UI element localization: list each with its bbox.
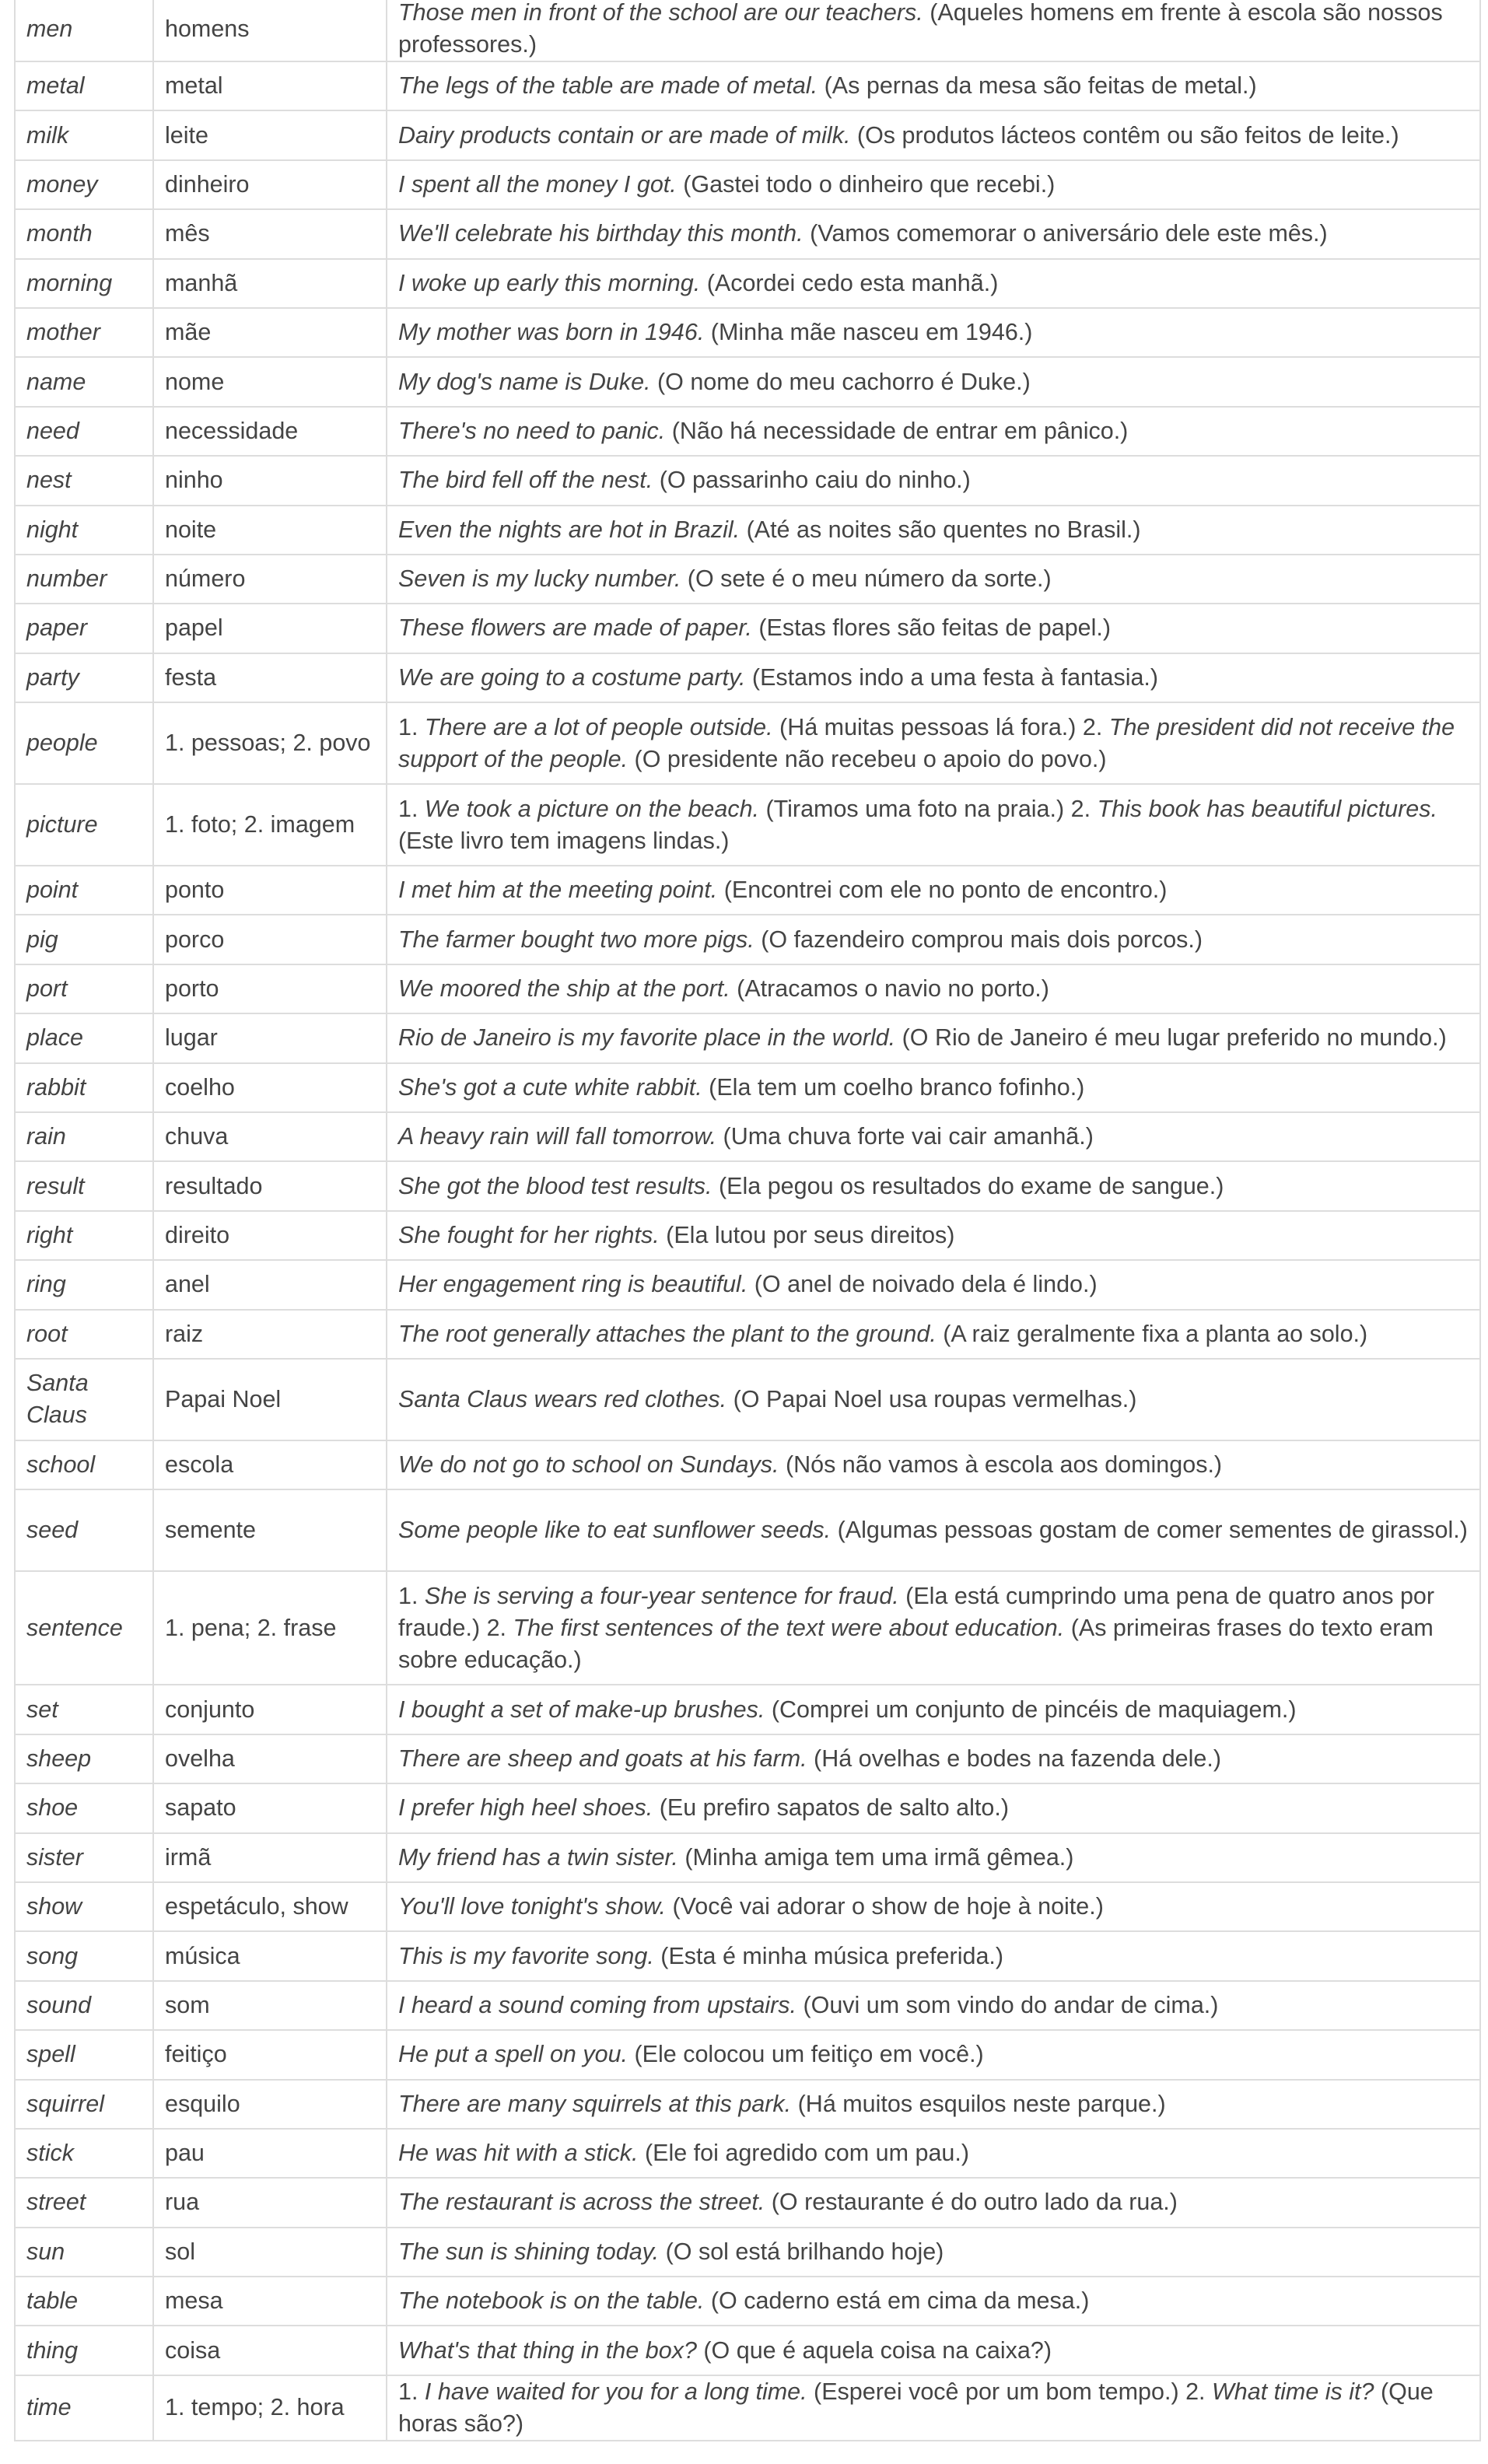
table-row	[15, 308, 1480, 357]
english-example: Seven is my lucky number.	[398, 565, 681, 593]
example-sentence-cell	[387, 1571, 1480, 1685]
portuguese-example: (Este livro tem imagens lindas.)	[398, 827, 730, 854]
portuguese-example: (Há muitas pessoas lá fora.)	[772, 713, 1083, 740]
portuguese-translation-cell: leite	[153, 110, 387, 159]
table-row	[15, 2326, 1480, 2375]
english-example: She's got a cute white rabbit.	[398, 1073, 702, 1101]
portuguese-example: (Gastei todo o dinheiro que recebi.)	[676, 170, 1056, 198]
english-example: The legs of the table are made of metal.	[398, 72, 818, 100]
portuguese-example: (O restaurante é do outro lado da rua.)	[765, 2189, 1178, 2216]
english-example: I prefer high heel shoes.	[398, 1794, 653, 1822]
portuguese-translation-cell: mesa	[153, 2277, 387, 2326]
example-sentence-cell	[387, 1260, 1480, 1309]
portuguese-translation-cell: direito	[153, 1211, 387, 1260]
english-word-cell: place	[15, 1013, 153, 1062]
example-sentence-cell	[387, 1833, 1480, 1882]
english-word-cell: metal	[15, 61, 153, 110]
example-sentence-cell	[387, 1783, 1480, 1832]
table-row	[15, 1882, 1480, 1931]
example-sentence-cell	[387, 2326, 1480, 2375]
english-example: What time is it?	[1212, 2378, 1374, 2405]
english-example: You'll love tonight's show.	[398, 1893, 666, 1920]
portuguese-translation-cell: ovelha	[153, 1734, 387, 1783]
portuguese-translation-cell: som	[153, 1981, 387, 2030]
english-word-cell: shoe	[15, 1783, 153, 1832]
example-sentence-cell	[387, 964, 1480, 1013]
table-row	[15, 456, 1480, 505]
english-example: There's no need to panic.	[398, 417, 666, 444]
portuguese-translation-cell: 1. foto; 2. imagem	[153, 784, 387, 866]
table-row	[15, 1783, 1480, 1832]
english-example: There are sheep and goats at his farm.	[398, 1745, 807, 1772]
example-sentence-cell	[387, 357, 1480, 406]
portuguese-translation-cell: mãe	[153, 308, 387, 357]
portuguese-example: (Aqueles homens em frente à escola são nossos professores.)	[398, 0, 1443, 58]
portuguese-translation-cell: anel	[153, 1260, 387, 1309]
example-sentence-cell	[387, 308, 1480, 357]
portuguese-example: (As pernas da mesa são feitas de metal.)	[818, 72, 1257, 100]
example-sentence-cell	[387, 456, 1480, 505]
example-sentence-cell	[387, 160, 1480, 209]
portuguese-example: (Vamos comemorar o aniversário dele este mês.)	[803, 220, 1328, 247]
english-word-cell: name	[15, 357, 153, 406]
portuguese-example: (Algumas pessoas gostam de comer sementes de girassol.)	[831, 1517, 1468, 1544]
english-word-cell: money	[15, 160, 153, 209]
english-word-cell: party	[15, 653, 153, 702]
portuguese-example: (Não há necessidade de entrar em pânico.)	[665, 417, 1129, 444]
portuguese-example: (Acordei cedo esta manhã.)	[700, 269, 999, 296]
english-word-cell: squirrel	[15, 2080, 153, 2129]
portuguese-translation-cell: 1. tempo; 2. hora	[153, 2375, 387, 2441]
portuguese-translation-cell: número	[153, 555, 387, 604]
portuguese-example: (Ouvi um som vindo do andar de cima.)	[796, 1991, 1219, 2018]
english-word-cell: root	[15, 1310, 153, 1359]
portuguese-translation-cell: coelho	[153, 1063, 387, 1112]
portuguese-example: (Ele colocou um feitiço em você.)	[628, 2041, 984, 2068]
example-sentence-cell	[387, 2277, 1480, 2326]
sense-number: 1.	[398, 795, 425, 822]
portuguese-example: (Ela tem um coelho branco fofinho.)	[702, 1073, 1085, 1101]
portuguese-example: (Atracamos o navio no porto.)	[730, 975, 1049, 1003]
portuguese-example: (O nome do meu cachorro é Duke.)	[650, 368, 1031, 395]
portuguese-example: (Que horas são?)	[398, 2378, 1434, 2437]
portuguese-example: (Estas flores são feitas de papel.)	[751, 614, 1112, 642]
english-word-cell: rabbit	[15, 1063, 153, 1112]
english-example: We do not go to school on Sundays.	[398, 1451, 779, 1479]
table-row	[15, 784, 1480, 866]
portuguese-example: (Esperei você por um bom tempo.)	[807, 2378, 1186, 2405]
portuguese-example: (O anel de noivado dela é lindo.)	[748, 1271, 1098, 1298]
english-word-cell: nest	[15, 456, 153, 505]
example-sentence-cell	[387, 702, 1480, 784]
portuguese-example: (Minha amiga tem uma irmã gêmea.)	[677, 1843, 1074, 1871]
table-row	[15, 61, 1480, 110]
example-sentence-cell	[387, 2178, 1480, 2227]
english-example: This book has beautiful pictures.	[1097, 795, 1437, 822]
example-sentence-cell	[387, 2228, 1480, 2277]
english-example: The sun is shining today.	[398, 2238, 660, 2265]
table-row	[15, 1734, 1480, 1783]
example-sentence-cell	[387, 555, 1480, 604]
portuguese-translation-cell: música	[153, 1931, 387, 1980]
table-row	[15, 1981, 1480, 2030]
portuguese-translation-cell: semente	[153, 1489, 387, 1571]
example-sentence-cell	[387, 2080, 1480, 2129]
portuguese-example: (O que é aquela coisa na caixa?)	[696, 2336, 1052, 2364]
example-sentence-cell	[387, 1734, 1480, 1783]
table-row	[15, 1489, 1480, 1571]
example-sentence-cell	[387, 1489, 1480, 1571]
english-example: Rio de Janeiro is my favorite place in the world.	[398, 1024, 896, 1052]
english-example: My dog's name is Duke.	[398, 368, 651, 395]
table-row	[15, 1310, 1480, 1359]
example-sentence-cell	[387, 2030, 1480, 2079]
english-word-cell: people	[15, 702, 153, 784]
portuguese-translation-cell: metal	[153, 61, 387, 110]
english-word-cell: sister	[15, 1833, 153, 1882]
english-example: The farmer bought two more pigs.	[398, 926, 755, 953]
sense-number: 2.	[1185, 2378, 1212, 2405]
example-sentence-cell	[387, 0, 1480, 61]
portuguese-translation-cell: conjunto	[153, 1685, 387, 1734]
english-example: The notebook is on the table.	[398, 2287, 705, 2315]
portuguese-translation-cell: 1. pessoas; 2. povo	[153, 702, 387, 784]
example-sentence-cell	[387, 209, 1480, 258]
table-row	[15, 653, 1480, 702]
english-example: A heavy rain will fall tomorrow.	[398, 1123, 717, 1150]
english-example: I met him at the meeting point.	[398, 877, 718, 904]
table-row	[15, 2080, 1480, 2129]
portuguese-translation-cell: espetáculo, show	[153, 1882, 387, 1931]
english-example: I have waited for you for a long time.	[424, 2378, 807, 2405]
sense-number: 1.	[398, 2378, 425, 2405]
portuguese-example: (O presidente não recebeu o apoio do povo.)	[628, 745, 1107, 772]
portuguese-translation-cell: festa	[153, 653, 387, 702]
table-row	[15, 915, 1480, 964]
portuguese-translation-cell: escola	[153, 1440, 387, 1489]
english-word-cell: men	[15, 0, 153, 61]
portuguese-translation-cell: lugar	[153, 1013, 387, 1062]
english-word-cell: table	[15, 2277, 153, 2326]
example-sentence-cell	[387, 1685, 1480, 1734]
english-word-cell: number	[15, 555, 153, 604]
english-example: There are many squirrels at this park.	[398, 2090, 792, 2117]
english-word-cell: sound	[15, 1981, 153, 2030]
example-sentence-cell	[387, 1359, 1480, 1440]
portuguese-translation-cell: pau	[153, 2129, 387, 2178]
portuguese-example: (Tiramos uma foto na praia.)	[759, 795, 1071, 822]
example-sentence-cell	[387, 1211, 1480, 1260]
example-sentence-cell	[387, 604, 1480, 653]
example-sentence-cell	[387, 259, 1480, 308]
portuguese-example: (O caderno está em cima da mesa.)	[704, 2287, 1090, 2315]
english-word-cell: picture	[15, 784, 153, 866]
portuguese-translation-cell: porto	[153, 964, 387, 1013]
english-example: We are going to a costume party.	[398, 663, 746, 691]
portuguese-translation-cell: chuva	[153, 1112, 387, 1161]
english-example: The root generally attaches the plant to the ground.	[398, 1320, 937, 1347]
portuguese-example: (Eu prefiro sapatos de salto alto.)	[653, 1794, 1009, 1822]
portuguese-example: (Uma chuva forte vai cair amanhã.)	[716, 1123, 1094, 1150]
example-sentence-cell	[387, 407, 1480, 456]
english-word-cell: need	[15, 407, 153, 456]
english-example: Even the nights are hot in Brazil.	[398, 516, 740, 543]
portuguese-translation-cell: necessidade	[153, 407, 387, 456]
portuguese-example: (Ele foi agredido com um pau.)	[638, 2140, 970, 2167]
portuguese-translation-cell: noite	[153, 506, 387, 555]
table-row	[15, 2277, 1480, 2326]
english-example: These flowers are made of paper.	[398, 614, 752, 642]
english-word-cell: morning	[15, 259, 153, 308]
table-row	[15, 160, 1480, 209]
example-sentence-cell	[387, 866, 1480, 915]
portuguese-translation-cell: Papai Noel	[153, 1359, 387, 1440]
english-example: The president did not receive the support of the people.	[398, 713, 1455, 772]
portuguese-translation-cell: esquilo	[153, 2080, 387, 2129]
example-sentence-cell	[387, 1013, 1480, 1062]
table-row	[15, 1931, 1480, 1980]
portuguese-translation-cell: coisa	[153, 2326, 387, 2375]
english-word-cell: show	[15, 1882, 153, 1931]
example-sentence-cell	[387, 61, 1480, 110]
portuguese-translation-cell: papel	[153, 604, 387, 653]
table-row	[15, 506, 1480, 555]
portuguese-example: (Comprei um conjunto de pincéis de maquiagem.)	[765, 1696, 1297, 1723]
english-word-cell: set	[15, 1685, 153, 1734]
example-sentence-cell	[387, 915, 1480, 964]
english-example: We moored the ship at the port.	[398, 975, 730, 1003]
table-row	[15, 259, 1480, 308]
table-row	[15, 1161, 1480, 1210]
english-word-cell: street	[15, 2178, 153, 2227]
table-row	[15, 2228, 1480, 2277]
portuguese-translation-cell: rua	[153, 2178, 387, 2227]
english-example: She is serving a four-year sentence for fraud.	[424, 1582, 899, 1609]
english-example: Santa Claus wears red clothes.	[398, 1385, 727, 1412]
english-word-cell: mother	[15, 308, 153, 357]
portuguese-example: (Ela está cumprindo uma pena de quatro anos por fraude.)	[398, 1582, 1435, 1641]
sense-number: 2.	[486, 1614, 513, 1641]
english-example: We took a picture on the beach.	[424, 795, 760, 822]
english-word-cell: point	[15, 866, 153, 915]
vocabulary-table-body	[15, 0, 1480, 2441]
english-example: The restaurant is across the street.	[398, 2189, 765, 2216]
table-row	[15, 2375, 1480, 2441]
table-row	[15, 604, 1480, 653]
english-word-cell: port	[15, 964, 153, 1013]
table-row	[15, 2030, 1480, 2079]
table-row	[15, 407, 1480, 456]
example-sentence-cell	[387, 784, 1480, 866]
portuguese-translation-cell: sapato	[153, 1783, 387, 1832]
portuguese-translation-cell: 1. pena; 2. frase	[153, 1571, 387, 1685]
english-example: My mother was born in 1946.	[398, 319, 705, 346]
english-word-cell: rain	[15, 1112, 153, 1161]
english-word-cell: pig	[15, 915, 153, 964]
table-row	[15, 1685, 1480, 1734]
portuguese-translation-cell: raiz	[153, 1310, 387, 1359]
portuguese-example: (O Rio de Janeiro é meu lugar preferido no mundo.)	[895, 1024, 1447, 1052]
portuguese-translation-cell: irmã	[153, 1833, 387, 1882]
english-word-cell: sun	[15, 2228, 153, 2277]
english-example: Her engagement ring is beautiful.	[398, 1271, 748, 1298]
portuguese-example: (O sol está brilhando hoje)	[659, 2238, 944, 2265]
portuguese-example: (Ela lutou por seus direitos)	[659, 1222, 955, 1248]
english-example: I bought a set of make-up brushes.	[398, 1696, 765, 1723]
sense-number: 1.	[398, 1582, 425, 1609]
english-example: The bird fell off the nest.	[398, 467, 653, 494]
example-sentence-cell	[387, 2375, 1480, 2441]
example-sentence-cell	[387, 1931, 1480, 1980]
portuguese-example: (Encontrei com ele no ponto de encontro.)	[717, 877, 1168, 904]
table-row	[15, 110, 1480, 159]
example-sentence-cell	[387, 653, 1480, 702]
table-row	[15, 866, 1480, 915]
table-row	[15, 2178, 1480, 2227]
english-word-cell: thing	[15, 2326, 153, 2375]
example-sentence-cell	[387, 1310, 1480, 1359]
english-word-cell: time	[15, 2375, 153, 2441]
english-word-cell: song	[15, 1931, 153, 1980]
english-word-cell: school	[15, 1440, 153, 1489]
sense-number: 2.	[1070, 795, 1098, 822]
sense-number: 1.	[398, 713, 425, 740]
portuguese-example: (Os produtos lácteos contêm ou são feitos de leite.)	[850, 121, 1399, 149]
english-word-cell: Santa Claus	[15, 1359, 153, 1440]
english-example: Some people like to eat sunflower seeds.	[398, 1517, 832, 1544]
portuguese-translation-cell: manhã	[153, 259, 387, 308]
example-sentence-cell	[387, 110, 1480, 159]
table-row	[15, 0, 1480, 61]
english-word-cell: sheep	[15, 1734, 153, 1783]
english-word-cell: milk	[15, 110, 153, 159]
portuguese-example: (O fazendeiro comprou mais dois porcos.)	[754, 926, 1203, 953]
portuguese-example: (O passarinho caiu do ninho.)	[653, 467, 971, 494]
portuguese-example: (Nós não vamos à escola aos domingos.)	[779, 1451, 1223, 1479]
portuguese-example: (O Papai Noel usa roupas vermelhas.)	[726, 1385, 1137, 1412]
table-row	[15, 964, 1480, 1013]
sense-number: 2.	[1082, 713, 1109, 740]
table-row	[15, 357, 1480, 406]
english-example: He was hit with a stick.	[398, 2140, 639, 2167]
example-sentence-cell	[387, 1882, 1480, 1931]
english-example: I woke up early this morning.	[398, 269, 701, 296]
english-word-cell: ring	[15, 1260, 153, 1309]
english-example: There are a lot of people outside.	[424, 713, 773, 740]
example-sentence-cell	[387, 1981, 1480, 2030]
table-row	[15, 555, 1480, 604]
table-row	[15, 1440, 1480, 1489]
english-word-cell: result	[15, 1161, 153, 1210]
vocabulary-table	[14, 0, 1481, 2441]
english-example: She got the blood test results.	[398, 1172, 712, 1199]
table-row	[15, 1260, 1480, 1309]
english-example: She fought for her rights.	[398, 1222, 660, 1248]
english-example: I heard a sound coming from upstairs.	[398, 1991, 797, 2018]
example-sentence-cell	[387, 1112, 1480, 1161]
portuguese-example: (Há muitos esquilos neste parque.)	[791, 2090, 1166, 2117]
english-word-cell: paper	[15, 604, 153, 653]
portuguese-translation-cell: ponto	[153, 866, 387, 915]
portuguese-example: (Você vai adorar o show de hoje à noite.)	[665, 1893, 1104, 1920]
english-word-cell: night	[15, 506, 153, 555]
example-sentence-cell	[387, 1161, 1480, 1210]
portuguese-translation-cell: dinheiro	[153, 160, 387, 209]
table-row	[15, 702, 1480, 784]
english-example: My friend has a twin sister.	[398, 1843, 678, 1871]
table-row	[15, 1013, 1480, 1062]
portuguese-translation-cell: mês	[153, 209, 387, 258]
english-word-cell: right	[15, 1211, 153, 1260]
english-example: Those men in front of the school are our teachers.	[398, 0, 923, 26]
table-row	[15, 1211, 1480, 1260]
portuguese-translation-cell: porco	[153, 915, 387, 964]
portuguese-example: (A raiz geralmente fixa a planta ao solo.)	[936, 1320, 1368, 1347]
example-sentence-cell	[387, 1440, 1480, 1489]
english-word-cell: spell	[15, 2030, 153, 2079]
english-example: He put a spell on you.	[398, 2041, 628, 2068]
english-word-cell: sentence	[15, 1571, 153, 1685]
portuguese-example: (Há ovelhas e bodes na fazenda dele.)	[807, 1745, 1221, 1772]
english-example: This is my favorite song.	[398, 1942, 654, 1969]
english-example: I spent all the money I got.	[398, 170, 677, 198]
portuguese-translation-cell: feitiço	[153, 2030, 387, 2079]
portuguese-translation-cell: homens	[153, 0, 387, 61]
portuguese-translation-cell: nome	[153, 357, 387, 406]
portuguese-translation-cell: resultado	[153, 1161, 387, 1210]
example-sentence-cell	[387, 2129, 1480, 2178]
portuguese-example: (As primeiras frases do texto eram sobre educação.)	[398, 1614, 1434, 1673]
english-example: We'll celebrate his birthday this month.	[398, 220, 804, 247]
example-sentence-cell	[387, 506, 1480, 555]
english-example: What's that thing in the box?	[398, 2336, 697, 2364]
table-row	[15, 1063, 1480, 1112]
english-word-cell: month	[15, 209, 153, 258]
portuguese-translation-cell: ninho	[153, 456, 387, 505]
english-word-cell: stick	[15, 2129, 153, 2178]
english-example: The first sentences of the text were about education.	[513, 1614, 1065, 1641]
table-row	[15, 1112, 1480, 1161]
portuguese-example: (O sete é o meu número da sorte.)	[681, 565, 1052, 593]
table-row	[15, 1359, 1480, 1440]
table-row	[15, 1833, 1480, 1882]
portuguese-translation-cell: sol	[153, 2228, 387, 2277]
portuguese-example: (Ela pegou os resultados do exame de sangue.)	[712, 1172, 1224, 1199]
english-example: Dairy products contain or are made of milk.	[398, 121, 851, 149]
table-row	[15, 209, 1480, 258]
portuguese-example: (Estamos indo a uma festa à fantasia.)	[745, 663, 1159, 691]
english-word-cell: seed	[15, 1489, 153, 1571]
table-row	[15, 1571, 1480, 1685]
table-row	[15, 2129, 1480, 2178]
portuguese-example: (Esta é minha música preferida.)	[653, 1942, 1004, 1969]
portuguese-example: (Minha mãe nasceu em 1946.)	[704, 319, 1033, 346]
portuguese-example: (Até as noites são quentes no Brasil.)	[740, 516, 1141, 543]
example-sentence-cell	[387, 1063, 1480, 1112]
